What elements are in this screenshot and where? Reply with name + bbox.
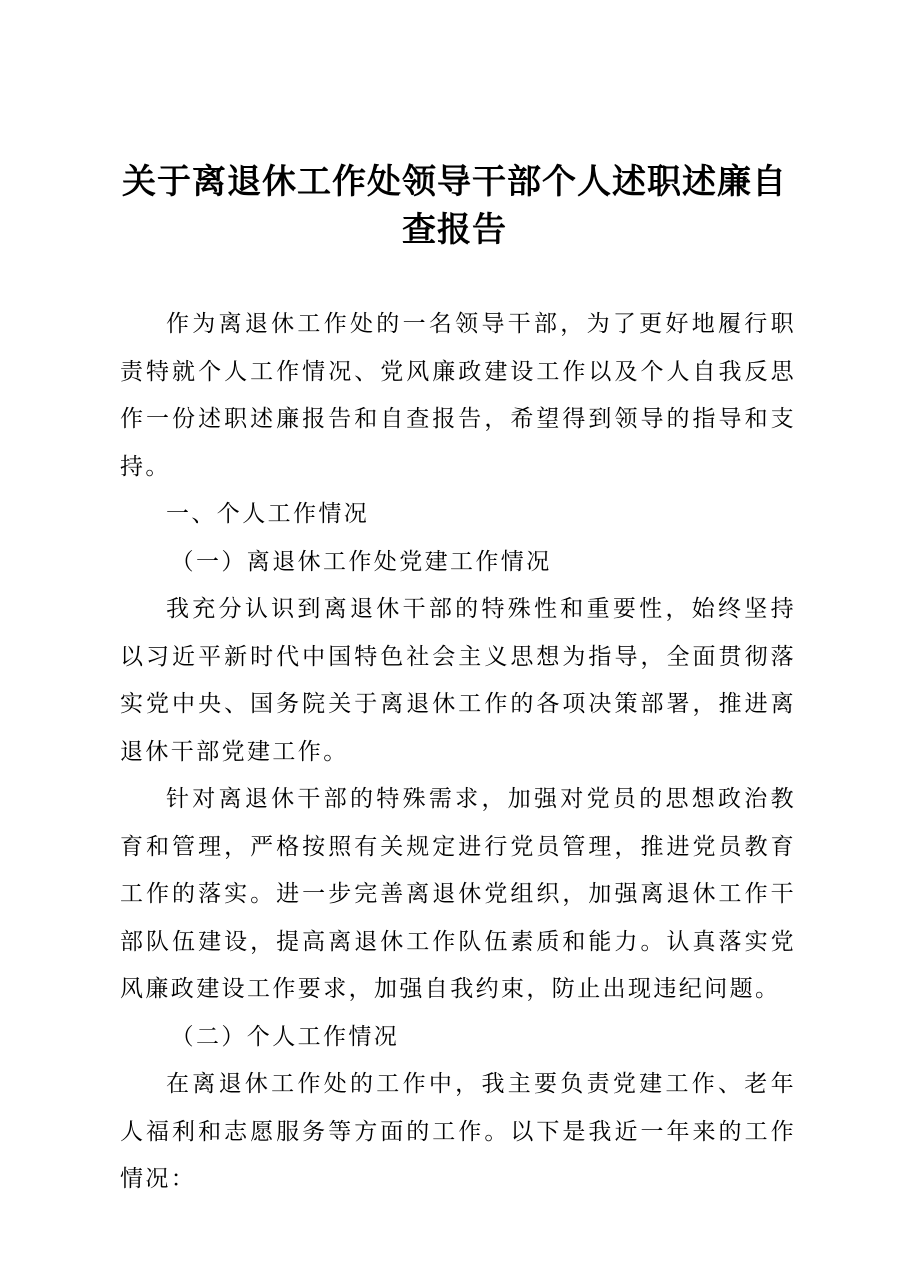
document-body: [120, 301, 796, 1204]
subsection-heading-2: （二）个人工作情况: [170, 1023, 400, 1050]
subsection-heading-1: （一）离退休工作处党建工作情况: [170, 548, 552, 575]
body-paragraph: 在离退休工作处的工作中，我主要负责党建工作、老年人福利和志愿服务等方面的工作。以下是我近一年来的工作情况：: [120, 1071, 796, 1192]
document-title: 关于离退休工作处领导干部个人述职述廉自查报告: [122, 162, 787, 250]
intro-paragraph: 作为离退休工作处的一名领导干部，为了更好地履行职责特就个人工作情况、党风廉政建设工作以及个人自我反思作一份述职述廉报告和自查报告，希望得到领导的指导和支持。: [120, 311, 796, 480]
body-paragraph: 我充分认识到离退休干部的特殊性和重要性，始终坚持以习近平新时代中国特色社会主义思想为指导，全面贯彻落实党中央、国务院关于离退休工作的各项决策部署，推进离退休干部党建工作。: [120, 596, 796, 765]
section-heading-1: 一、个人工作情况: [166, 501, 370, 527]
body-paragraph: 针对离退休干部的特殊需求，加强对党员的思想政治教育和管理，严格按照有关规定进行党员管理，推进党员教育工作的落实。进一步完善离退休党组织，加强离退休工作干部队伍建设，提高离退休工作队伍素质和能力。认真落实党风廉政建设工作要求，加强自我约束，防止出现违纪问题。: [120, 786, 796, 1002]
